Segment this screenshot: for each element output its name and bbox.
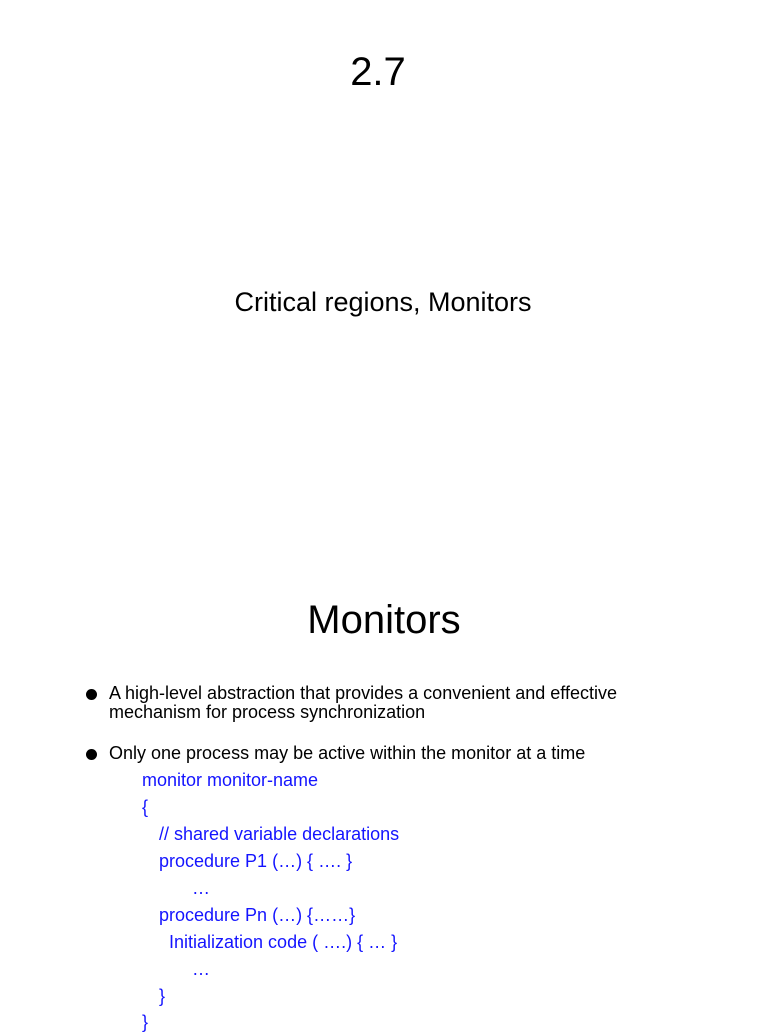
code-line: Initialization code ( ….) { … }	[169, 932, 398, 952]
code-line: procedure P1 (…) { …. }	[159, 851, 353, 871]
slide-subtitle: Critical regions, Monitors	[234, 287, 532, 317]
bullet-dot-icon	[86, 749, 97, 760]
slide-2	[0, 560, 768, 1032]
code-line: // shared variable declarations	[159, 824, 400, 844]
bullet-item	[86, 744, 706, 763]
bullet-text: A high-level abstraction that provides a convenient and effective mechanism for process synchronization	[109, 683, 617, 722]
code-line: }	[159, 986, 166, 1006]
bullet-dot-icon	[86, 689, 97, 700]
bullet-text: Only one process may be active within the monitor at a time	[109, 743, 586, 763]
code-line: …	[192, 959, 210, 979]
code-line: procedure Pn (…) {……}	[159, 905, 356, 925]
code-line: }	[142, 1012, 149, 1032]
slide-title: Monitors	[307, 598, 461, 642]
section-number: 2.7	[350, 50, 406, 94]
code-line: …	[192, 878, 210, 898]
code-line: {	[142, 797, 149, 817]
code-line: monitor monitor-name	[142, 770, 319, 790]
bullet-item	[86, 684, 706, 722]
